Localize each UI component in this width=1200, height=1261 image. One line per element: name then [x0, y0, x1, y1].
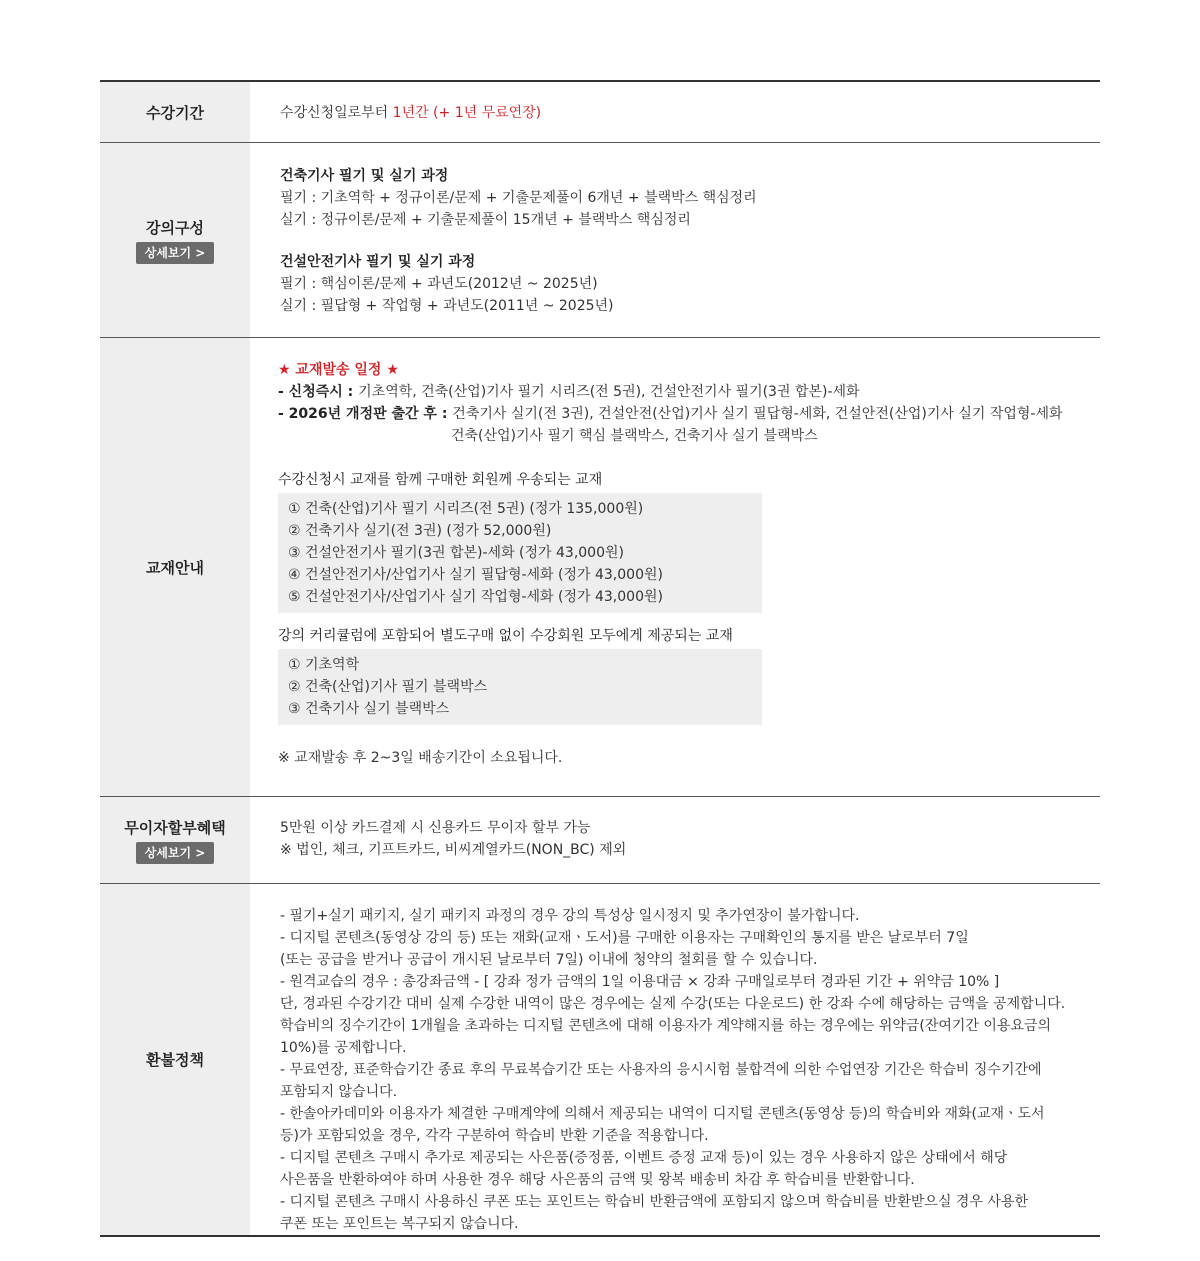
period-prefix: 수강신청일로부터 — [280, 105, 393, 121]
schedule-line-head: - 신청즉시 : — [278, 384, 359, 400]
installment-line: ※ 법인, 체크, 기프트카드, 비씨계열카드(NON_BC) 제외 — [280, 842, 627, 858]
list-item: ① 건축(산업)기사 필기 시리즈(전 5권) (정가 135,000원) — [288, 501, 644, 517]
textbook-content — [250, 338, 1100, 797]
list-item: ③ 건설안전기사 필기(3권 합본)-세화 (정가 43,000원) — [288, 545, 624, 561]
schedule-line-body: 건축기사 실기(전 3권), 건설안전(산업)기사 실기 필답형-세화, 건설안전(산업)기사 실기 작업형-세화 — [452, 406, 1063, 422]
list-item: ② 건축(산업)기사 필기 블랙박스 — [288, 679, 488, 695]
row-textbook — [100, 338, 1100, 797]
list-item: ② 건축기사 실기(전 3권) (정가 52,000원) — [288, 523, 552, 539]
row-period — [100, 81, 1100, 143]
list-item: ④ 건설안전기사/산업기사 실기 필답형-세화 (정가 43,000원) — [288, 567, 663, 583]
refund-line: 10%)를 공제합니다. — [280, 1040, 407, 1056]
refund-line: 포함되지 않습니다. — [280, 1084, 398, 1100]
refund-line: - 필기+실기 패키지, 실기 패키지 과정의 경우 강의 특성상 일시정지 및 추가연장이 불가합니다. — [280, 908, 860, 924]
row-lecture — [100, 143, 1100, 338]
lecture-content — [250, 143, 1100, 338]
course2-line: 필기 : 핵심이론/문제 + 과년도(2012년 ~ 2025년) — [280, 276, 598, 292]
installment-detail-button[interactable]: 상세보기 > — [136, 842, 215, 864]
refund-line: 사은품을 반환하여야 하며 사용한 경우 해당 사은품의 금액 및 왕복 배송비 차감 후 학습비를 반환합니다. — [280, 1172, 915, 1188]
free-list — [278, 649, 762, 725]
refund-line: - 원격교습의 경우 : 총강좌금액 - [ 강좌 정가 금액의 1일 이용대금 × 강좌 구매일로부터 경과된 기간 + 위약금 10% ] — [280, 974, 1000, 990]
list-item: ⑤ 건설안전기사/산업기사 실기 작업형-세화 (정가 43,000원) — [288, 589, 663, 605]
schedule-line-immediate — [278, 381, 1100, 403]
purchase-heading: 수강신청시 교재를 함께 구매한 회원께 우송되는 교재 — [278, 472, 603, 488]
row-installment — [100, 797, 1100, 884]
schedule-line-head: - 2026년 개정판 출간 후 : — [278, 406, 453, 422]
purchase-list — [278, 493, 762, 613]
course2-line: 실기 : 필답형 + 작업형 + 과년도(2011년 ~ 2025년) — [280, 298, 614, 314]
lecture-detail-button[interactable]: 상세보기 > — [136, 242, 215, 264]
period-highlight: 1년간 (+ 1년 무료연장) — [392, 105, 542, 121]
installment-label: 무이자할부혜택 — [124, 818, 226, 837]
schedule-line-body: 기초역학, 건축(산업)기사 필기 시리즈(전 5권), 건설안전기사 필기(3권 합본)-세화 — [358, 384, 860, 400]
refund-content — [250, 884, 1100, 1237]
installment-header — [100, 797, 250, 884]
schedule-line-cont: 건축(산업)기사 필기 핵심 블랙박스, 건축기사 실기 블랙박스 — [451, 428, 818, 444]
refund-line: - 무료연장, 표준학습기간 종료 후의 무료복습기간 또는 사용자의 응시시험 불합격에 의한 수업연장 기간은 학습비 징수기간에 — [280, 1062, 1042, 1078]
textbook-label: 교재안내 — [100, 338, 250, 797]
lecture-label: 강의구성 — [146, 218, 204, 237]
installment-content — [250, 797, 1100, 884]
refund-line: - 한솔아카데미와 이용자가 체결한 구매계약에 의해서 제공되는 내역이 디지털 콘텐츠(동영상 등)의 학습비와 재화(교재ㆍ도서 — [280, 1106, 1045, 1122]
lecture-header — [100, 143, 250, 338]
period-value — [250, 81, 1100, 143]
refund-line: 학습비의 징수기간이 1개월을 초과하는 디지털 콘텐츠에 대해 이용자가 계약해지를 하는 경우에는 위약금(잔여기간 이용요금의 — [280, 1018, 1052, 1034]
schedule-title: ★ 교재발송 일정 ★ — [278, 362, 399, 378]
course1-line: 실기 : 정규이론/문제 + 기출문제풀이 15개년 + 블랙박스 핵심정리 — [280, 212, 691, 228]
course1-title: 건축기사 필기 및 실기 과정 — [280, 168, 449, 184]
shipping-note: ※ 교재발송 후 2~3일 배송기간이 소요됩니다. — [278, 750, 563, 766]
refund-line: 쿠폰 또는 포인트는 복구되지 않습니다. — [280, 1216, 519, 1232]
refund-line: - 디지털 콘텐츠 구매시 사용하신 쿠폰 또는 포인트는 학습비 반환금액에 포함되지 않으며 학습비를 반환받으실 경우 사용한 — [280, 1194, 1029, 1210]
refund-line: - 디지털 콘텐츠(동영상 강의 등) 또는 재화(교재ㆍ도서)를 구매한 이용자는 구매확인의 통지를 받은 날로부터 7일 — [280, 930, 969, 946]
free-heading: 강의 커리큘럼에 포함되어 별도구매 없이 수강회원 모두에게 제공되는 교재 — [278, 628, 733, 644]
course-info — [100, 80, 1100, 1237]
list-item: ① 기초역학 — [288, 657, 360, 673]
course-info-table — [100, 80, 1100, 1237]
refund-line: 단, 경과된 수강기간 대비 실제 수강한 내역이 많은 경우에는 실제 수강(또는 다운로드) 한 강좌 수에 해당하는 금액을 공제합니다. — [280, 996, 1066, 1012]
row-refund — [100, 884, 1100, 1237]
installment-line: 5만원 이상 카드결제 시 신용카드 무이자 할부 가능 — [280, 820, 591, 836]
refund-label: 환불정책 — [100, 884, 250, 1237]
refund-line: (또는 공급을 받거나 공급이 개시된 날로부터 7일) 이내에 청약의 철회를 할 수 있습니다. — [280, 952, 818, 968]
refund-line: 등)가 포함되었을 경우, 각각 구분하여 학습비 반환 기준을 적용합니다. — [280, 1128, 709, 1144]
list-item: ③ 건축기사 실기 블랙박스 — [288, 701, 450, 717]
course1-line: 필기 : 기초역학 + 정규이론/문제 + 기출문제풀이 6개년 + 블랙박스 핵심정리 — [280, 190, 757, 206]
period-label: 수강기간 — [100, 81, 250, 143]
refund-line: - 디지털 콘텐츠 구매시 추가로 제공되는 사은품(증정품, 이벤트 증정 교재 등)이 있는 경우 사용하지 않은 상태에서 해당 — [280, 1150, 1008, 1166]
schedule-line-revised — [278, 403, 1100, 425]
course2-title: 건설안전기사 필기 및 실기 과정 — [280, 254, 476, 270]
